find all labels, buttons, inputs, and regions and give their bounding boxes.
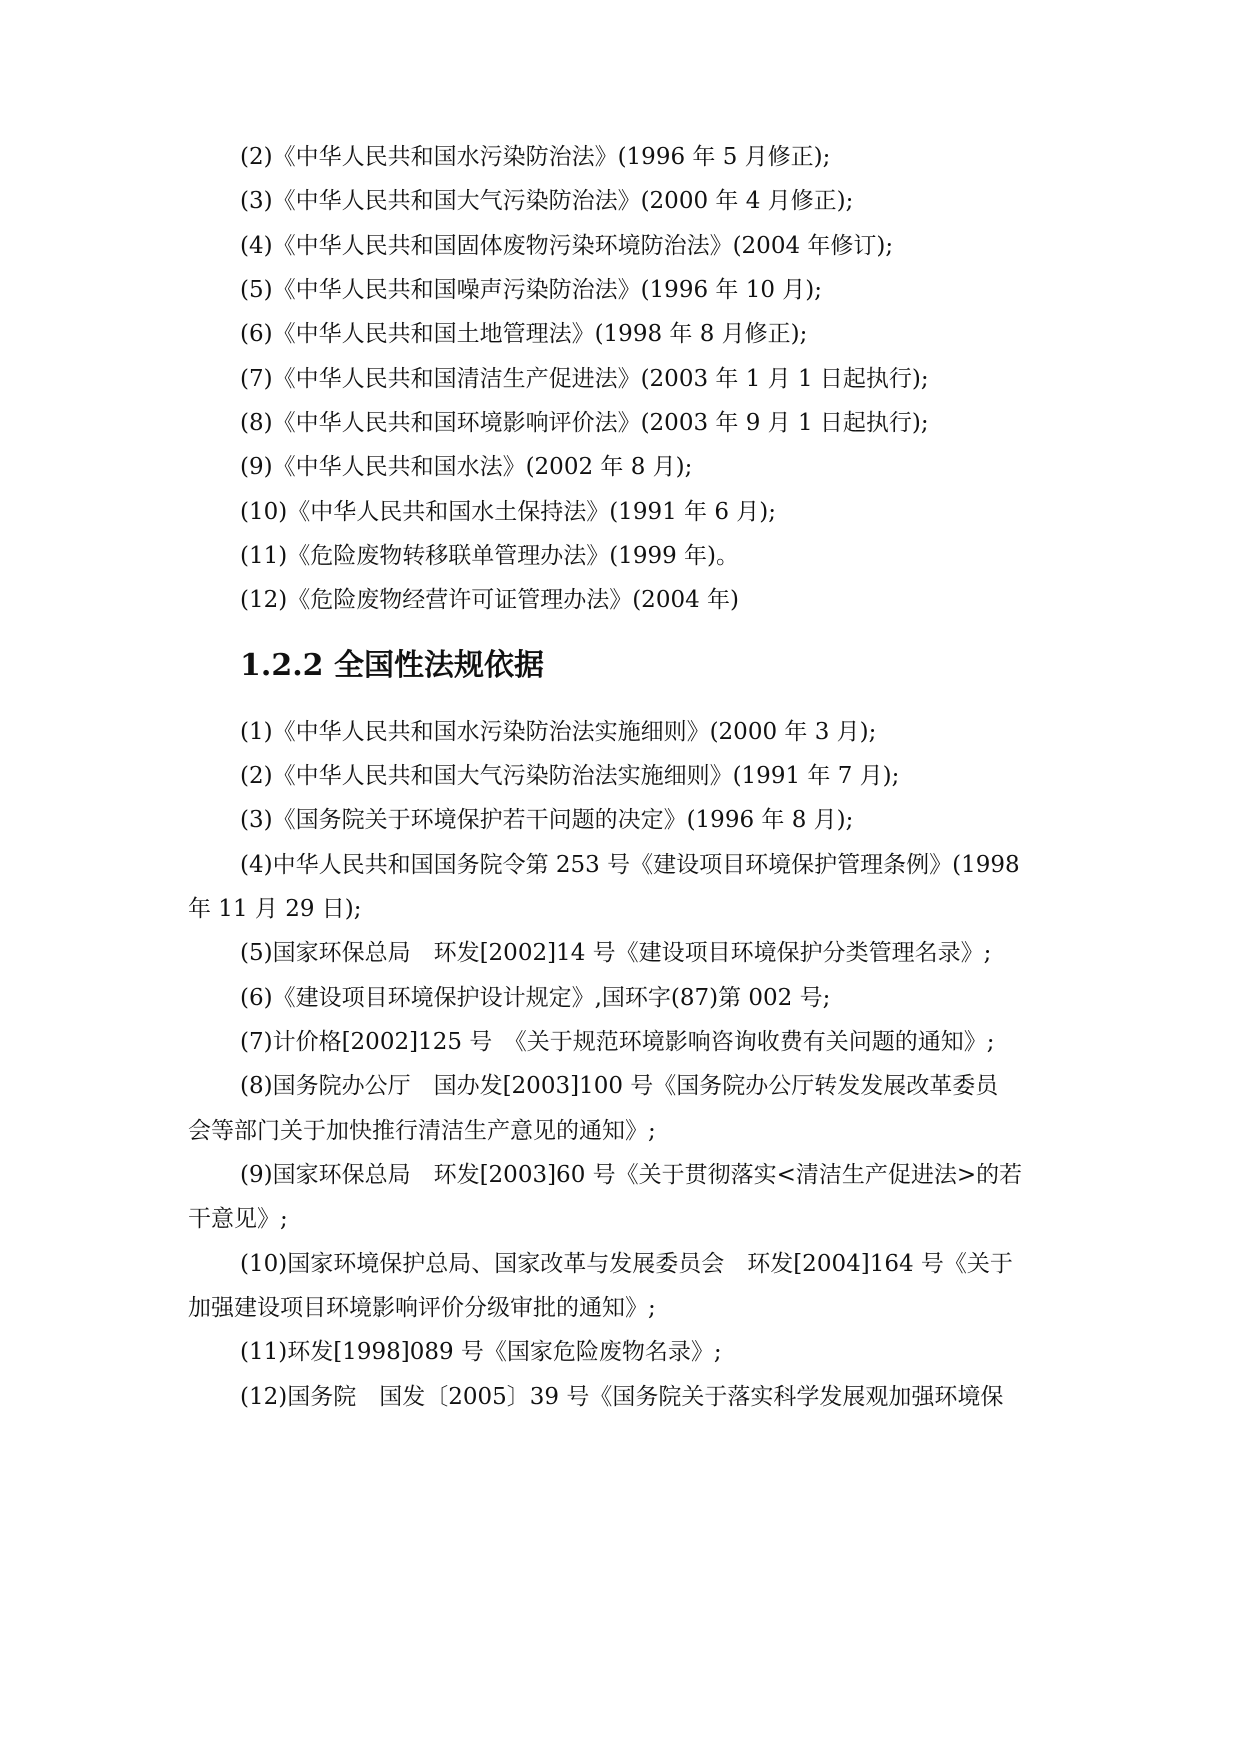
- regulation-item-8-cont: 会等部门关于加快推行清洁生产意见的通知》;: [188, 1118, 656, 1144]
- law-item-7: (7)《中华人民共和国清洁生产促进法》(2003 年 1 月 1 日起执行);: [240, 366, 929, 392]
- law-item-5: (5)《中华人民共和国噪声污染防治法》(1996 年 10 月);: [240, 277, 823, 303]
- regulation-item-5: (5)国家环保总局 环发[2002]14 号《建设项目环境保护分类管理名录》;: [240, 940, 992, 966]
- regulation-item-10: (10)国家环境保护总局、国家改革与发展委员会 环发[2004]164 号《关于: [240, 1251, 1013, 1277]
- regulation-item-10-cont: 加强建设项目环境影响评价分级审批的通知》;: [188, 1295, 656, 1321]
- regulation-item-4-cont: 年 11 月 29 日);: [188, 896, 362, 922]
- law-item-8: (8)《中华人民共和国环境影响评价法》(2003 年 9 月 1 日起执行);: [240, 410, 929, 436]
- regulation-item-11: (11)环发[1998]089 号《国家危险废物名录》;: [240, 1339, 722, 1365]
- regulation-item-8: (8)国务院办公厅 国办发[2003]100 号《国务院办公厅转发发展改革委员: [240, 1073, 999, 1099]
- regulation-item-3: (3)《国务院关于环境保护若干问题的决定》(1996 年 8 月);: [240, 807, 854, 833]
- law-item-9: (9)《中华人民共和国水法》(2002 年 8 月);: [240, 454, 693, 480]
- regulation-item-2: (2)《中华人民共和国大气污染防治法实施细则》(1991 年 7 月);: [240, 763, 900, 789]
- regulation-item-1: (1)《中华人民共和国水污染防治法实施细则》(2000 年 3 月);: [240, 719, 877, 745]
- law-item-2: (2)《中华人民共和国水污染防治法》(1996 年 5 月修正);: [240, 144, 831, 170]
- regulation-item-12: (12)国务院 国发〔2005〕39 号《国务院关于落实科学发展观加强环境保: [240, 1384, 1004, 1410]
- regulation-item-6: (6)《建设项目环境保护设计规定》,国环字(87)第 002 号;: [240, 985, 831, 1011]
- law-item-6: (6)《中华人民共和国土地管理法》(1998 年 8 月修正);: [240, 321, 808, 347]
- regulation-item-9: (9)国家环保总局 环发[2003]60 号《关于贯彻落实<清洁生产促进法>的若: [240, 1162, 1023, 1188]
- law-item-12: (12)《危险废物经营许可证管理办法》(2004 年): [240, 587, 740, 613]
- regulation-item-9-cont: 干意见》;: [188, 1206, 288, 1232]
- regulation-item-4: (4)中华人民共和国国务院令第 253 号《建设项目环境保护管理条例》(1998: [240, 852, 1020, 878]
- section-heading: 1.2.2 全国性法规依据: [240, 648, 544, 683]
- law-item-4: (4)《中华人民共和国固体废物污染环境防治法》(2004 年修订);: [240, 233, 894, 259]
- law-item-3: (3)《中华人民共和国大气污染防治法》(2000 年 4 月修正);: [240, 188, 854, 214]
- law-item-10: (10)《中华人民共和国水土保持法》(1991 年 6 月);: [240, 499, 777, 525]
- law-item-11: (11)《危险废物转移联单管理办法》(1999 年)。: [240, 543, 740, 569]
- regulation-item-7: (7)计价格[2002]125 号 《关于规范环境影响咨询收费有关问题的通知》;: [240, 1029, 995, 1055]
